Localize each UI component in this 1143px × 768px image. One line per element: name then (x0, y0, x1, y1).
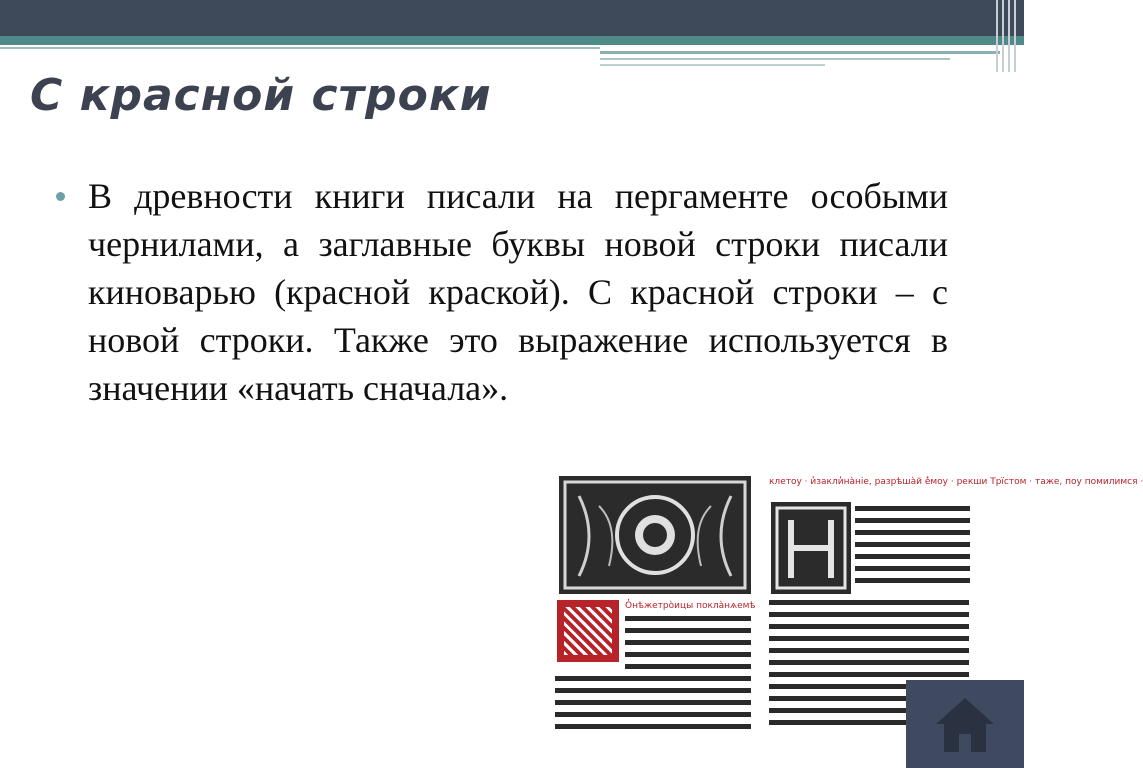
bullet-icon (56, 192, 65, 201)
red-header-right: клетоу · и̓закли̓на̀ніе, разрѣша̀й е̓̀моу · рекши Трїстом · таже, поу помилимся · (769, 477, 1143, 487)
divider-line (600, 64, 825, 66)
home-icon (932, 694, 998, 756)
slide-title: С красной строки (30, 70, 492, 121)
slide-body (60, 172, 948, 412)
corner-stripes (994, 0, 1024, 72)
bullet-paragraph: В древности книги писали на пергаменте особыми чернилами, а заглавные буквы новой строки писали киноварью (красной краской). С красной строки – с новой строки. Также это выражение используется в значении «начать сначала». (88, 176, 948, 408)
red-header-left: О̓нѣжетро̀ицы покла̀нѧемѣ (625, 601, 756, 611)
home-button[interactable] (906, 680, 1024, 768)
top-header-bar (0, 0, 1024, 36)
divider-line (600, 51, 1000, 54)
teal-accent-bar (0, 36, 1024, 45)
divider-line (0, 47, 600, 49)
divider-line (600, 58, 950, 60)
